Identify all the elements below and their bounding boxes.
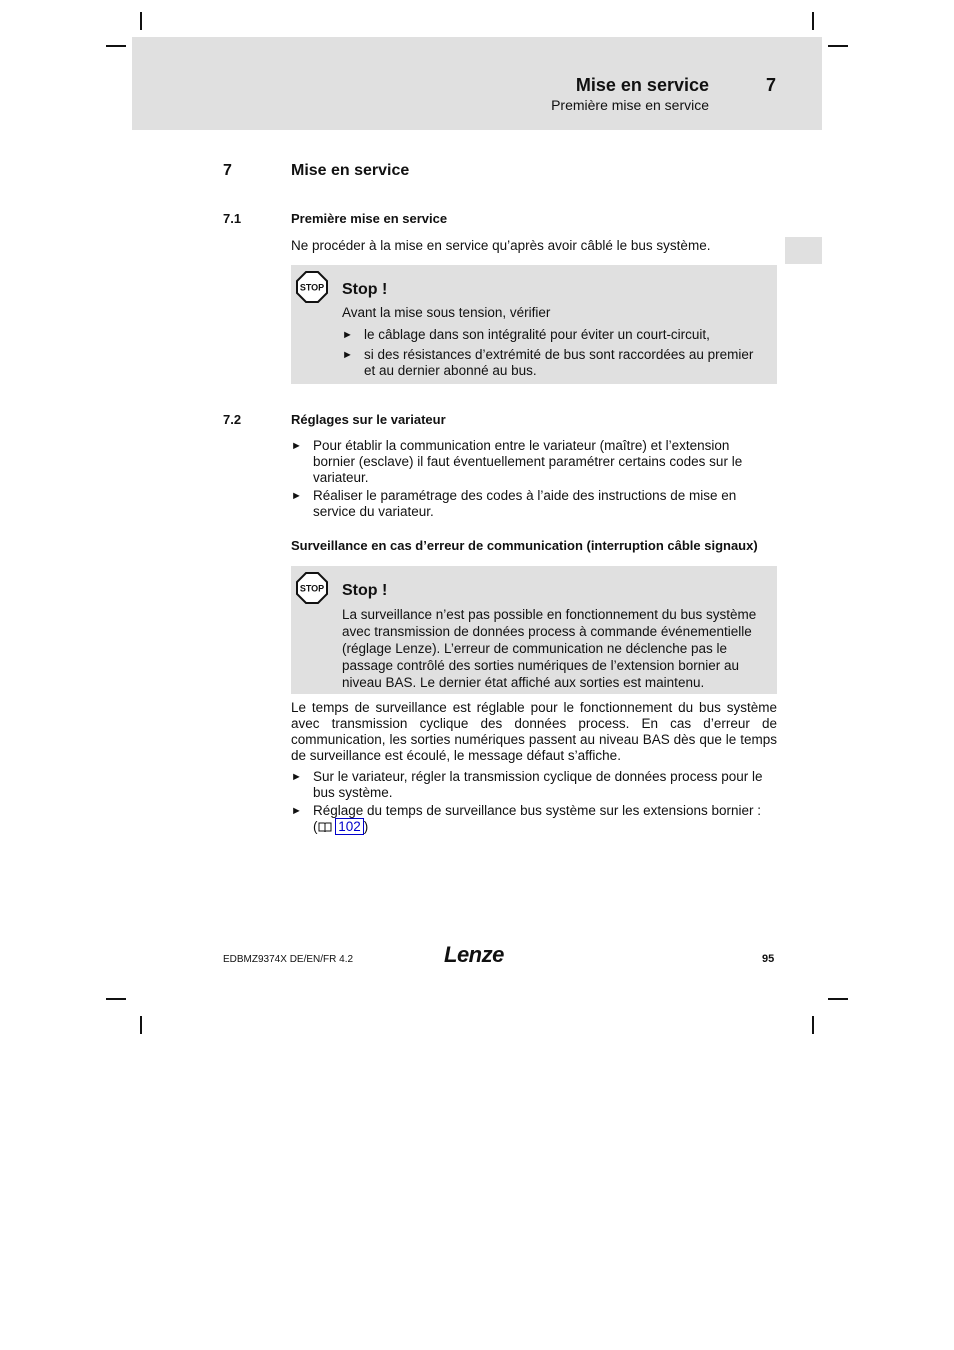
stop-check-list <box>342 327 767 381</box>
list-item: ► Réaliser le paramétrage des codes à l’aide des instructions de mise en service du variateur. <box>291 488 737 519</box>
page-reference-link[interactable]: 102 <box>335 818 364 835</box>
page-number: 95 <box>762 953 775 965</box>
stop-sign-icon <box>296 572 328 604</box>
stop-sign-icon <box>296 271 328 303</box>
stop-body-text: La surveillance n’est pas possible en fonctionnement du bus système avec transmission de données process à commande événementielle (réglage Lenze). L’erreur de communication ne déclenche pas le passage contrôlé des sorties numériques de l’extension bornier au niveau BAS. Le dernier état affiché aux sorties est maintenu. <box>342 607 757 690</box>
crop-mark <box>140 1016 142 1034</box>
crop-mark <box>812 1016 814 1034</box>
monitoring-paragraph: Le temps de surveillance est réglable pour le fonctionnement du bus système avec transmission cyclique des données process. En cas d’erreur de communication, les sorties numériques passent au niveau BAS dès que le temps de surveillance est écoulé, le message défaut s’affiche. <box>291 700 777 763</box>
crop-mark <box>812 12 814 30</box>
list-item: ► Pour établir la communication entre le variateur (maître) et l’extension bornier (esclave) il faut éventuellement paramétrer certains codes sur le variateur. <box>291 438 743 485</box>
bullet-arrow-icon: ► <box>291 490 302 502</box>
list-item: ► le câblage dans son intégralité pour éviter un court-circuit, <box>342 327 710 342</box>
crop-mark <box>828 998 848 1000</box>
stop-warning-box <box>291 265 777 384</box>
header-subtitle: Première mise en service <box>551 97 709 113</box>
header-chapter-number: 7 <box>766 75 777 95</box>
header-title: Mise en service <box>575 75 709 95</box>
side-tab <box>785 237 822 264</box>
crop-mark <box>140 12 142 30</box>
crop-mark <box>828 45 848 47</box>
subsection-1-intro: Ne procéder à la mise en service qu’après avoir câblé le bus système. <box>291 238 711 253</box>
subsection-1-title: Première mise en service <box>291 211 448 226</box>
stop-icon-text: STOP <box>299 583 325 594</box>
stop-warning-box <box>291 566 777 694</box>
subsection-1-number: 7.1 <box>223 211 242 226</box>
book-icon <box>318 822 332 833</box>
crop-mark <box>106 45 126 47</box>
monitoring-heading: Surveillance en cas d’erreur de communication (interruption câble signaux) <box>291 538 758 553</box>
page-header <box>132 37 822 130</box>
footer-doc-code: EDBMZ9374X DE/EN/FR 4.2 <box>223 954 354 965</box>
bullet-arrow-icon: ► <box>291 805 302 817</box>
stop-icon-text: STOP <box>299 282 325 293</box>
brand-logo: Lenze <box>444 942 504 967</box>
bullet-arrow-icon: ► <box>342 329 353 341</box>
section-number: 7 <box>223 162 232 179</box>
stop-label: Stop ! <box>342 582 388 599</box>
settings-list <box>291 438 771 522</box>
bullet-arrow-icon: ► <box>342 349 353 361</box>
bullet-arrow-icon: ► <box>291 771 302 783</box>
subsection-2-number: 7.2 <box>223 412 242 427</box>
stop-label: Stop ! <box>342 281 388 298</box>
bullet-arrow-icon: ► <box>291 440 302 452</box>
section-title: Mise en service <box>291 162 410 179</box>
crop-mark <box>106 998 126 1000</box>
monitoring-list <box>291 769 775 837</box>
list-item: ► Sur le variateur, régler la transmission cyclique de données process pour le bus système. <box>291 769 763 800</box>
stop-lead-text: Avant la mise sous tension, vérifier <box>342 305 551 320</box>
list-item: ► Réglage du temps de surveillance bus système sur les extensions bornier : ( 102 ) <box>291 803 761 834</box>
subsection-2-title: Réglages sur le variateur <box>291 412 446 427</box>
list-item: ► si des résistances d’extrémité de bus sont raccordées au premier et au dernier abonné au bus. <box>342 347 754 378</box>
